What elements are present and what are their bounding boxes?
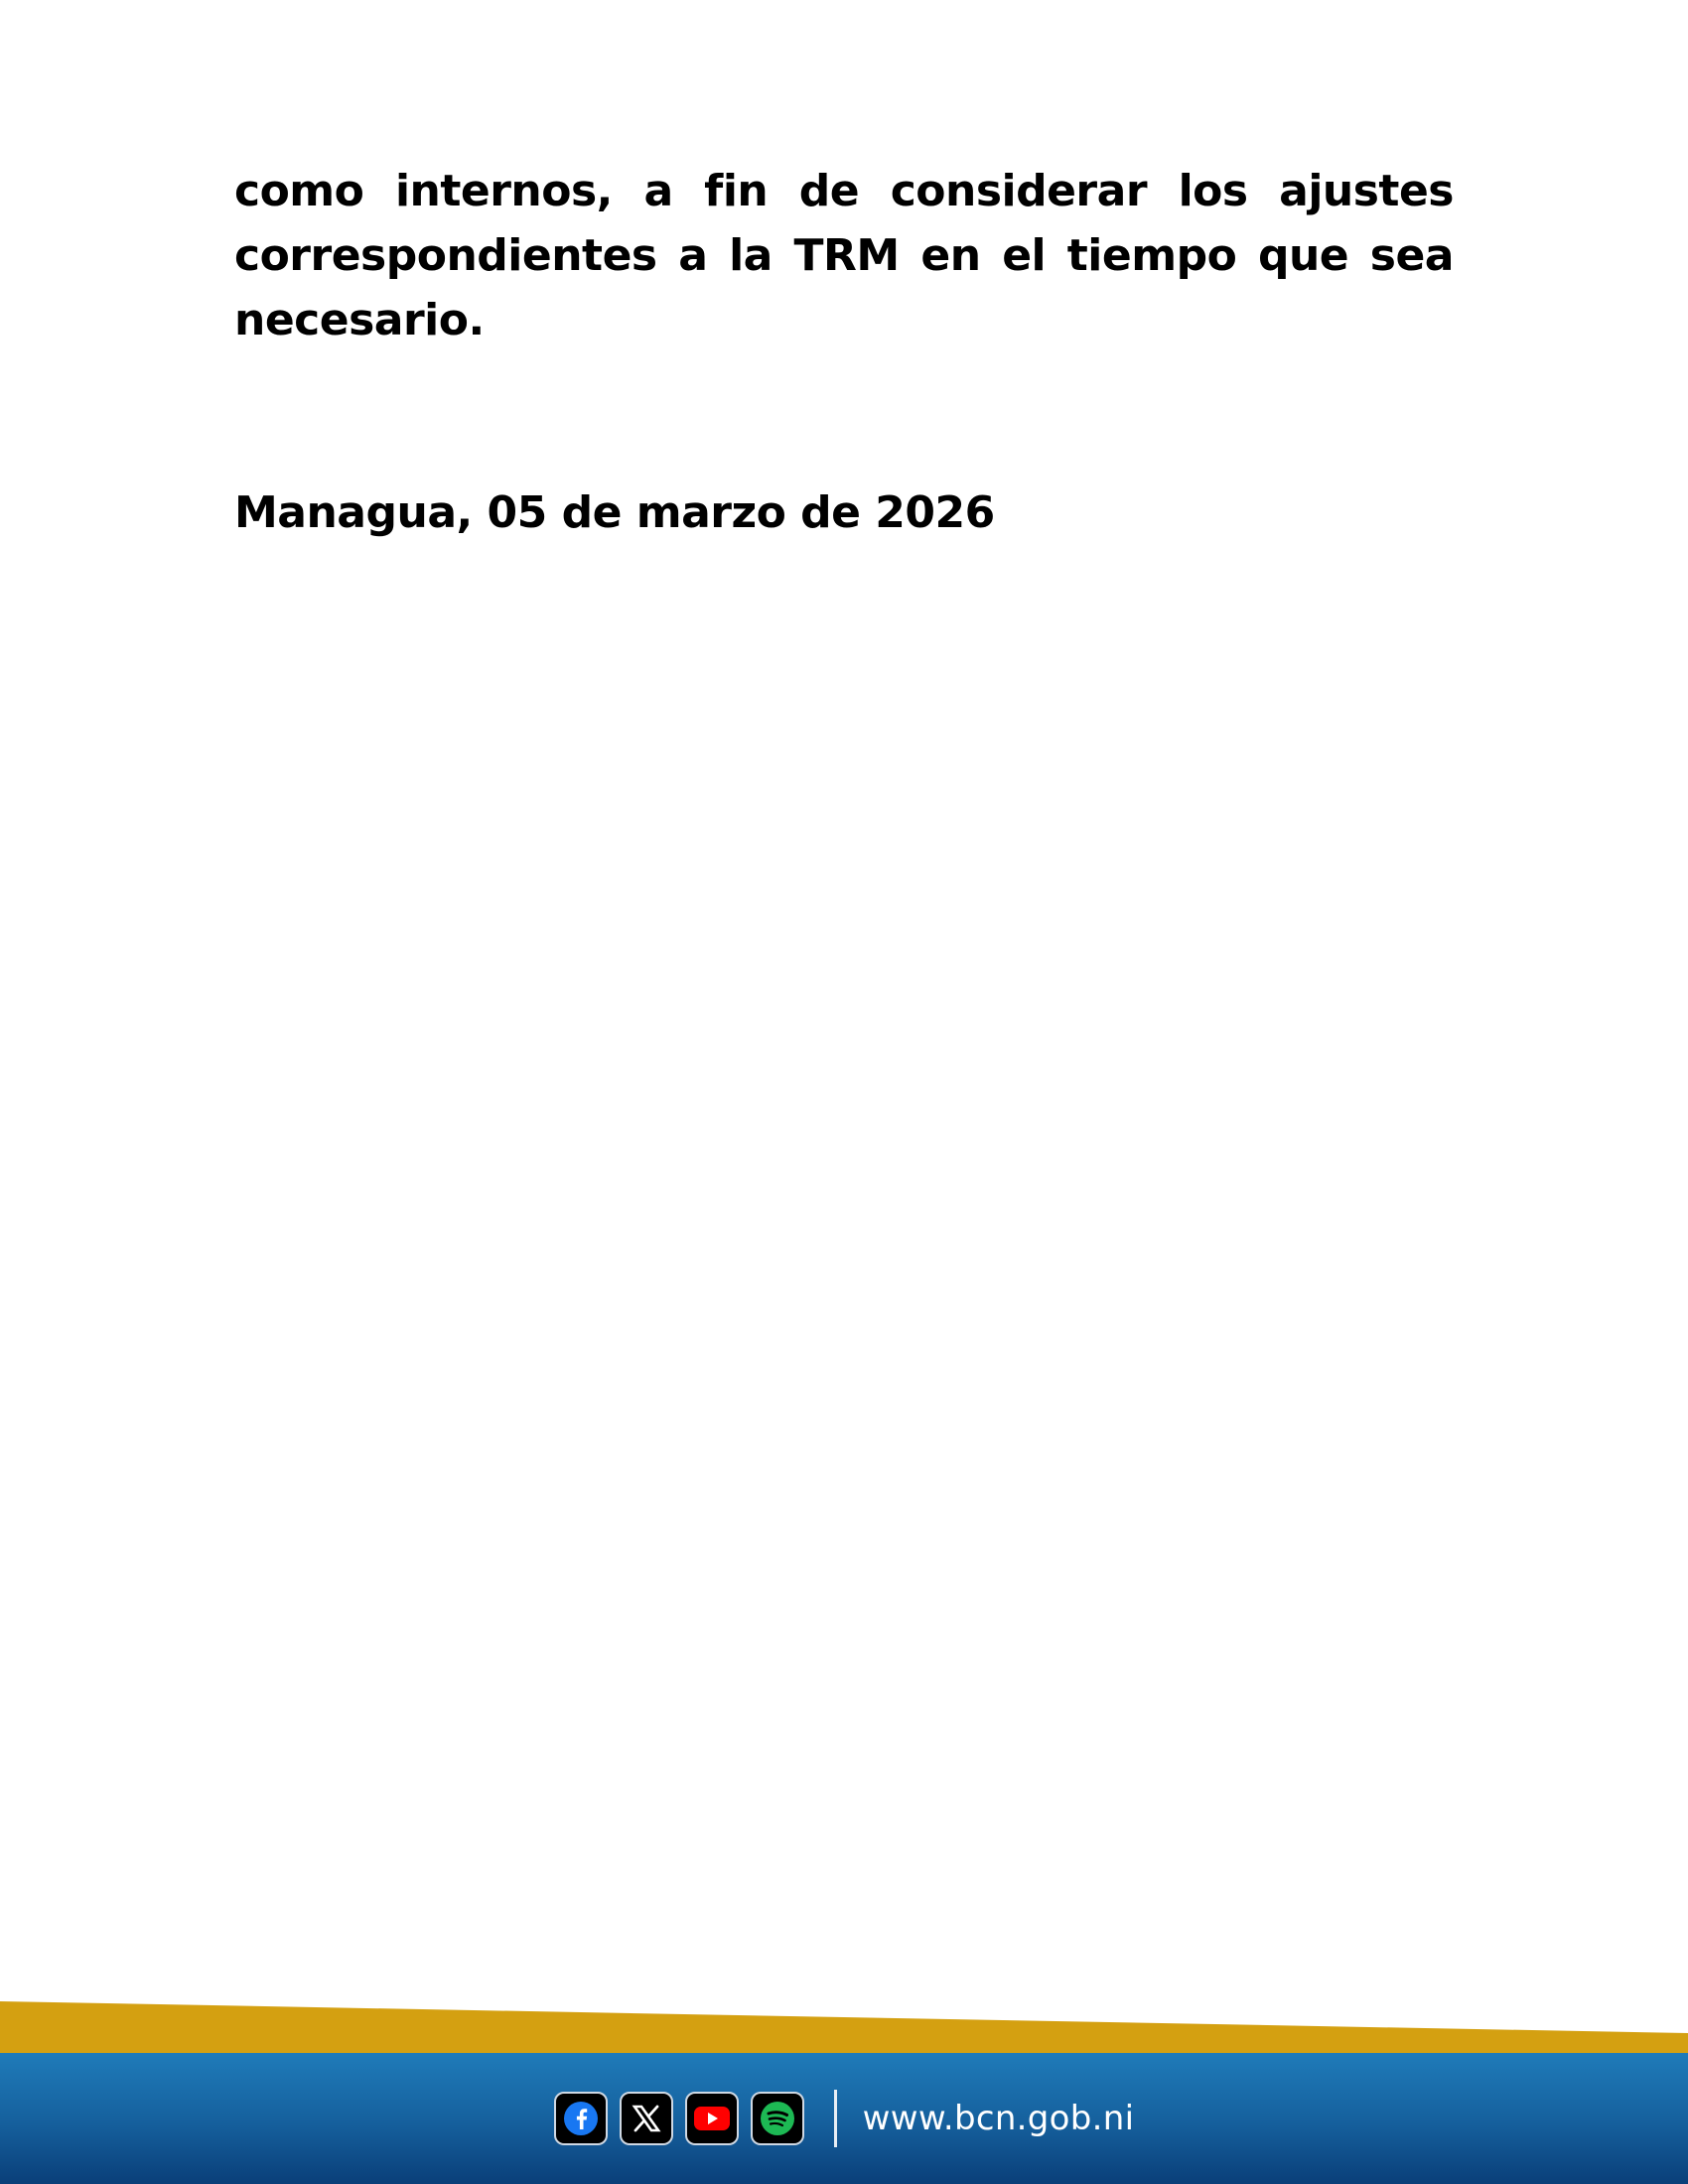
youtube-icon[interactable] — [685, 2092, 739, 2145]
document-body — [234, 159, 1454, 352]
facebook-icon[interactable] — [554, 2092, 608, 2145]
body-paragraph: como internos, a fin de considerar los ajustes correspondientes a la TRM en el tiempo que sea necesario. — [234, 166, 1454, 345]
place-and-date: Managua, 05 de marzo de 2026 — [234, 487, 995, 538]
x-icon[interactable] — [620, 2092, 673, 2145]
website-link[interactable]: www.bcn.gob.ni — [862, 2099, 1135, 2138]
social-icons — [554, 2092, 804, 2145]
footer — [0, 2053, 1688, 2184]
spotify-icon[interactable] — [751, 2092, 804, 2145]
footer-divider — [834, 2090, 837, 2147]
